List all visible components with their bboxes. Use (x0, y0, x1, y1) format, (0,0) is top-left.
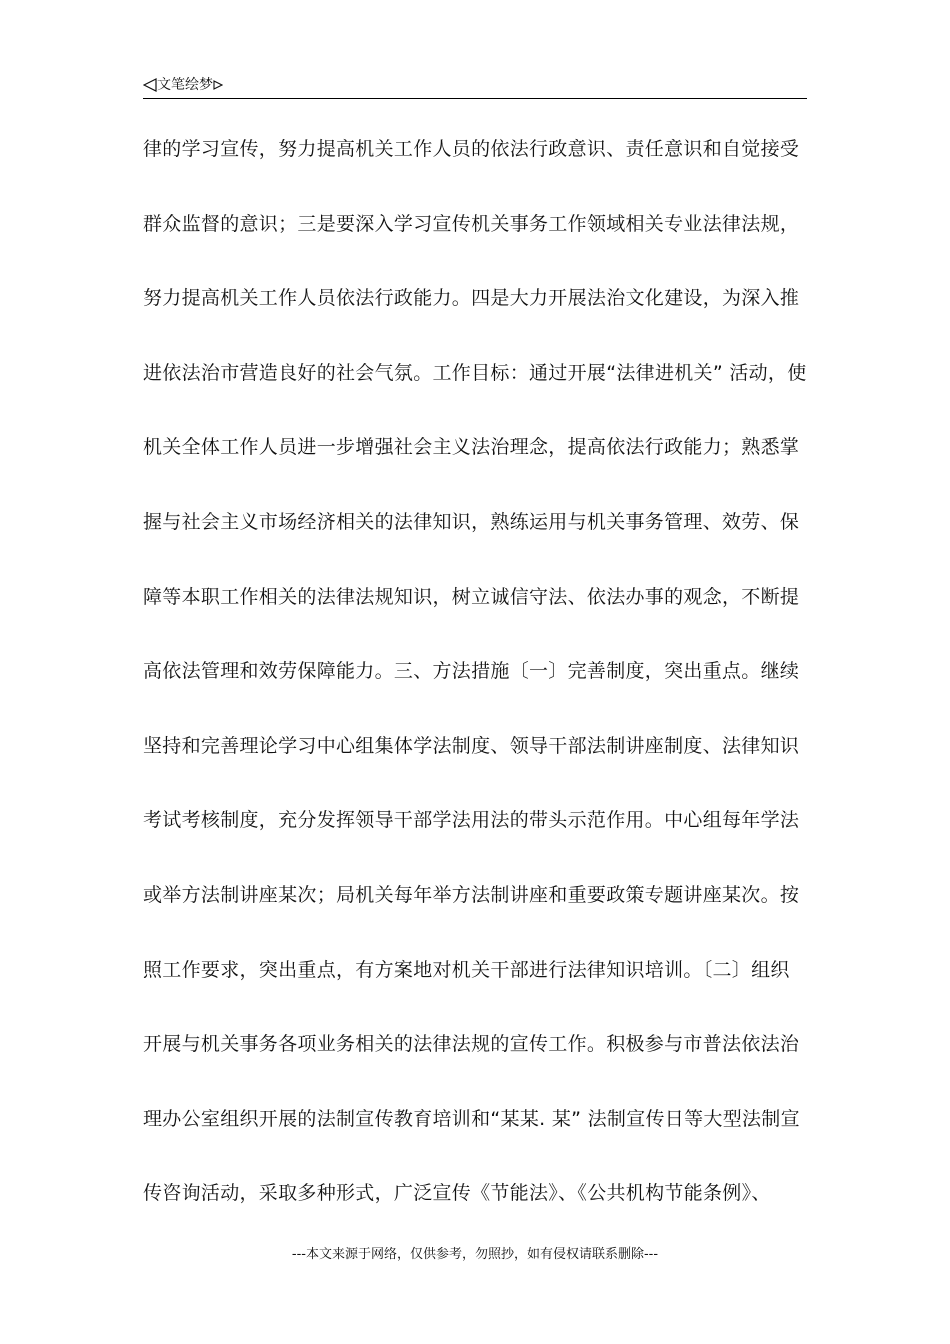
body-line: 开展与机关事务各项业务相关的法律法规的宣传工作。积极参与市普法依法治 (143, 1033, 800, 1056)
body-line: 群众监督的意识；三是要深入学习宣传机关事务工作领域相关专业法律法规， (143, 212, 800, 235)
body-line: 机关全体工作人员进一步增强社会主义法治理念，提高依法行政能力；熟悉掌 (143, 436, 800, 459)
body-line: 照工作要求，突出重点，有方案地对机关干部进行法律知识培训。〔二〕组织 (143, 958, 790, 981)
body-line: 或举方法制讲座某次；局机关每年举方法制讲座和重要政策专题讲座某次。按 (143, 883, 800, 906)
page-footer-note: ---本文来源于网络，仅供参考，勿照抄，如有侵权请联系删除--- (291, 1247, 659, 1262)
body-line: 传咨询活动，采取多种形式，广泛宣传《节能法》、《公共机构节能条例》、 (143, 1182, 771, 1205)
body-line: 进依法治市营造良好的社会气氛。工作目标：通过开展“法律进机关” 活动，使 (143, 361, 807, 384)
body-line: 高依法管理和效劳保障能力。三、方法措施〔一〕完善制度，突出重点。继续 (143, 660, 800, 683)
body-line: 律的学习宣传，努力提高机关工作人员的依法行政意识、责任意识和自觉接受 (143, 138, 800, 160)
body-line: 坚持和完善理论学习中心组集体学法制度、领导干部法制讲座制度、法律知识 (143, 734, 800, 757)
triangle-left-icon (143, 78, 157, 92)
header-title-group (143, 76, 223, 94)
body-line: 障等本职工作相关的法律法规知识，树立诚信守法、依法办事的观念，不断提 (143, 585, 800, 608)
body-line: 考试考核制度，充分发挥领导干部学法用法的带头示范作用。中心组每年学法 (143, 809, 800, 832)
body-line: 理办公室组织开展的法制宣传教育培训和“某某. 某” 法制宣传日等大型法制宣 (143, 1107, 800, 1130)
document-body (143, 132, 823, 1251)
triangle-right-icon (213, 80, 223, 90)
body-line: 握与社会主义市场经济相关的法律知识，熟练运用与机关事务管理、效劳、保 (143, 510, 800, 533)
header-title-text: 文笔绘梦 (157, 77, 213, 93)
body-line: 努力提高机关工作人员依法行政能力。四是大力开展法治文化建设，为深入推 (143, 287, 800, 310)
page-header (143, 72, 807, 99)
